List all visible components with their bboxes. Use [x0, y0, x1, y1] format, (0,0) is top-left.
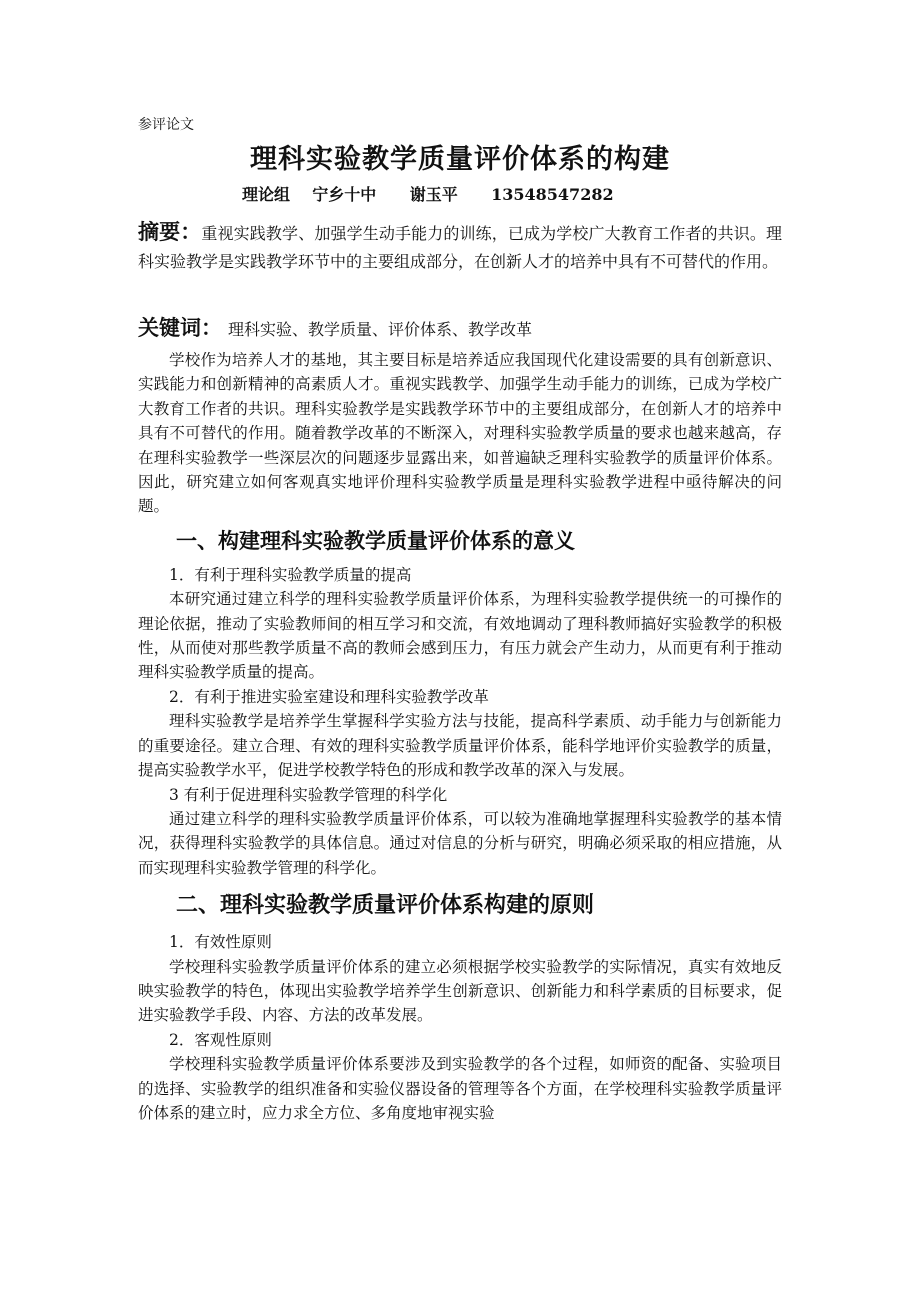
abstract: [138, 218, 782, 276]
body-text: [138, 348, 782, 1125]
keywords: [138, 314, 782, 344]
section-heading: 一、构建理科实验教学质量评价体系的意义: [176, 528, 575, 553]
item-title: 1．有利于理科实验教学质量的提高: [169, 565, 412, 584]
item-paragraph: 本研究通过建立科学的理科实验教学质量评价体系，为理科实验教学提供统一的可操作的理论依据，推动了实验教师间的相互学习和交流，有效地调动了理科教师搞好实验教学的积极性，从而使对那些教学质量不高的教师会感到压力，有压力就会产生动力，从而更有利于推动理科实验教学质量的提高。: [138, 590, 782, 682]
item-title: 3 有利于促进理科实验教学管理的科学化: [169, 785, 448, 804]
paper-tag: 参评论文: [138, 117, 194, 133]
keywords-label: 关键词：: [138, 316, 222, 340]
keywords-text: 理科实验、教学质量、评价体系、教学改革: [228, 320, 533, 339]
item-paragraph: 通过建立科学的理科实验教学质量评价体系，可以较为准确地掌握理科实验教学的基本情况，获得理科实验教学的具体信息。通过对信息的分析与研究，明确必须采取的相应措施，从而实现理科实验教学管理的科学化。: [138, 809, 782, 877]
intro-paragraph: 学校作为培养人才的基地，其主要目标是培养适应我国现代化建设需要的具有创新意识、实践能力和创新精神的高素质人才。重视实践教学、加强学生动手能力的训练，已成为学校广大教育工作者的共识。理科实验教学是实践教学环节中的主要组成部分，在创新人才的培养中具有不可替代的作用。随着教学改革的不断深入，对理科实验教学质量的要求也越来越高，存在理科实验教学一些深层次的问题逐步显露出来，如普遍缺乏理科实验教学的质量评价体系。因此，研究建立如何客观真实地评价理科实验教学质量是理科实验教学进程中亟待解决的问题。: [138, 351, 782, 516]
abstract-text: 重视实践教学、加强学生动手能力的训练，已成为学校广大教育工作者的共识。理科实验教学是实践教学环节中的主要组成部分，在创新人才的培养中具有不可替代的作用。: [138, 224, 782, 271]
item-paragraph: 学校理科实验教学质量评价体系的建立必须根据学校实验教学的实际情况，真实有效地反映实验教学的特色，体现出实验教学培养学生创新意识、创新能力和科学素质的目标要求，促进实验教学手段、内容、方法的改革发展。: [138, 957, 782, 1025]
item-title: 2．客观性原则: [169, 1030, 272, 1049]
author-line: 理论组 宁乡十中 谢玉平 13548547282: [242, 185, 614, 204]
abstract-label: 摘要：: [138, 220, 202, 244]
item-title: 2．有利于推进实验室建设和理科实验教学改革: [169, 687, 489, 706]
item-title: 1．有效性原则: [169, 933, 272, 952]
section-heading: 二、理科实验教学质量评价体系构建的原则: [176, 893, 595, 919]
item-paragraph: 理科实验教学是培养学生掌握科学实验方法与技能，提高科学素质、动手能力与创新能力的重要途径。建立合理、有效的理科实验教学质量评价体系，能科学地评价实验教学的质量，提高实验教学水平，促进学校教学特色的形成和教学改革的深入与发展。: [138, 712, 782, 780]
paper-title: 理科实验教学质量评价体系的构建: [250, 144, 670, 175]
item-paragraph: 学校理科实验教学质量评价体系要涉及到实验教学的各个过程，如师资的配备、实验项目的选择、实验教学的组织准备和实验仪器设备的管理等各个方面，在学校理科实验教学质量评价体系的建立时，应力求全方位、多角度地审视实验: [138, 1055, 782, 1122]
